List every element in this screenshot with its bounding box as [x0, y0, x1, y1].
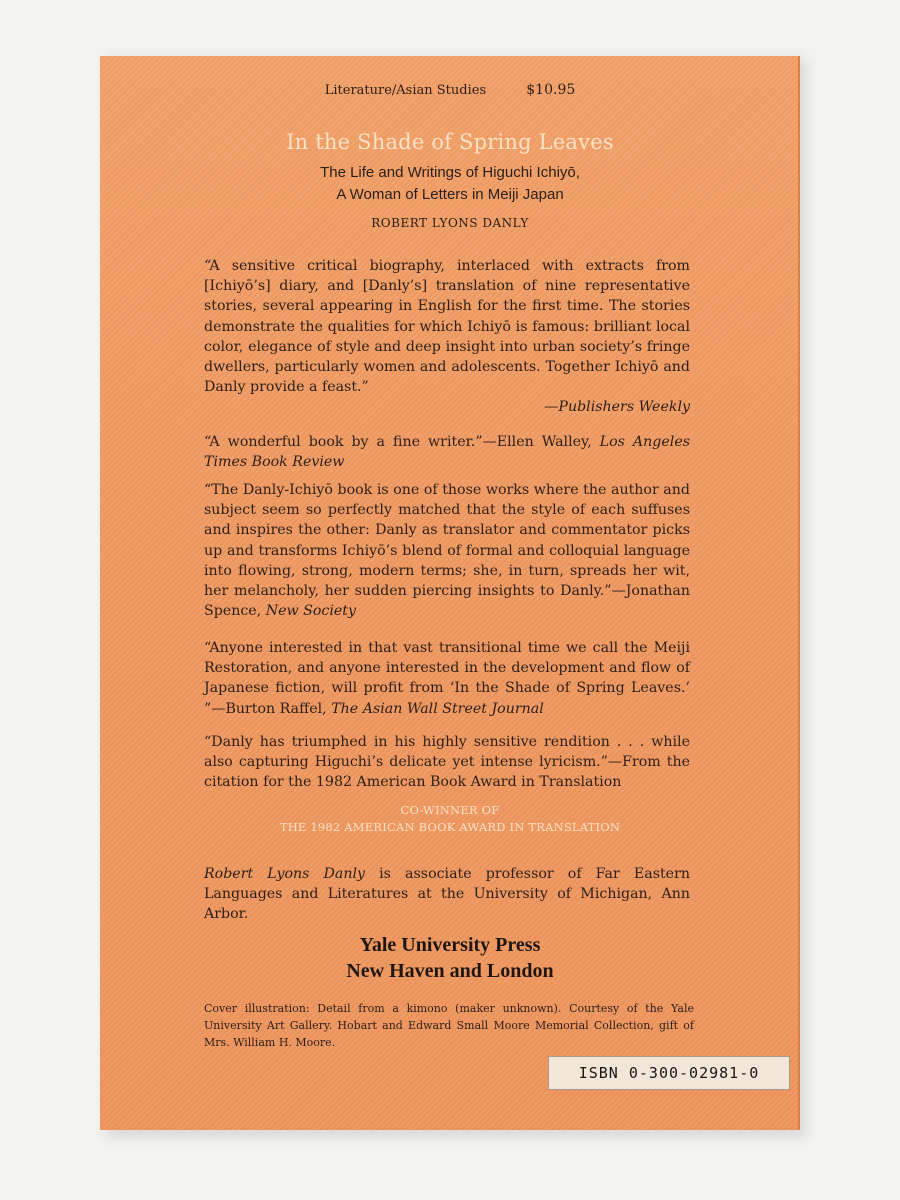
quote-source: New Society [265, 603, 357, 620]
author-name: ROBERT LYONS DANLY [371, 216, 529, 230]
book-back-cover [100, 56, 800, 1130]
review-quote-los-angeles-times [204, 432, 690, 472]
cover-illustration-credit: Cover illustration: Detail from a kimono (maker unknown). Courtesy of the Yale University Art Gallery. Hobart and Edward Small Moore Memorial Collection, gift of Mrs. William H. Moore. [204, 1002, 694, 1049]
book-title: In the Shade of Spring Leaves [286, 130, 614, 154]
bio-text: is associate professor of Far Eastern Languages and Literatures at the University of Michigan, Ann Arbor. [204, 866, 690, 923]
category-label: Literature/Asian Studies [324, 83, 487, 98]
quote-text: “A wonderful book by a fine writer.”—Ellen Walley, [204, 434, 600, 450]
award-line-1: CO-WINNER OF [400, 803, 500, 817]
quote-text: “A sensitive critical biography, interlaced with extracts from [Ichiyō’s] diary, and [Danly’s] translation of nine representative stories, several appearing in English for the first time. The stories demonstrate the qualities for which Ichiyō is famous: brilliant local color, elegance of style and deep insight into urban society’s fringe dwellers, particularly women and adolescents. Together Ichiyō and Danly provide a feast.” [204, 258, 690, 396]
review-quote-publishers-weekly [204, 256, 690, 418]
quote-text: “Danly has triumphed in his highly sensitive rendition . . . while also capturing Higuchi’s delicate yet intense lyricism.”—From the citation for the 1982 American Book Award in Translation [204, 734, 690, 791]
subtitle-line-2: A Woman of Letters in Meiji Japan [336, 186, 564, 203]
publisher-name: Yale University Press [359, 934, 541, 956]
isbn-label: ISBN 0-300-02981-0 [548, 1056, 790, 1090]
award-notice [100, 802, 800, 836]
category-price-line [100, 82, 800, 98]
quote-text: “The Danly-Ichiyō book is one of those works where the author and subject seem so perfectly matched that the style of each suffuses and inspires the other: Danly as translator and commentator picks up and transforms Ichiyō’s blend of formal and colloquial language into flowing, strong, modern terms; she, in turn, spreads her wit, her melancholy, her sudden piercing insights to Danly.”—Jonathan Spence, [204, 482, 690, 620]
quote-text: “Anyone interested in that vast transitional time we call the Meiji Restoration, and anyone interested in the development and flow of Japanese fiction, will profit from ‘In the Shade of Spring Leaves.’ ”—Burton Raffel, [204, 640, 690, 717]
book-subtitle [100, 162, 800, 206]
review-quote-book-award-citation [204, 732, 690, 793]
quote-attribution: —Publishers Weekly [544, 399, 690, 416]
publisher-location: New Haven and London [346, 960, 554, 982]
review-quote-new-society [204, 480, 690, 621]
subtitle-line-1: The Life and Writings of Higuchi Ichiyō, [320, 164, 580, 181]
bio-name: Robert Lyons Danly [204, 866, 366, 882]
publisher-imprint [100, 932, 800, 984]
quote-source: Los Angeles Times Book Review [204, 434, 690, 471]
author-bio [204, 864, 690, 925]
review-quote-asian-wall-street-journal [204, 638, 690, 719]
quote-source: The Asian Wall Street Journal [331, 700, 544, 717]
price-label: $10.95 [526, 82, 576, 98]
award-line-2: THE 1982 AMERICAN BOOK AWARD IN TRANSLATION [279, 820, 621, 834]
